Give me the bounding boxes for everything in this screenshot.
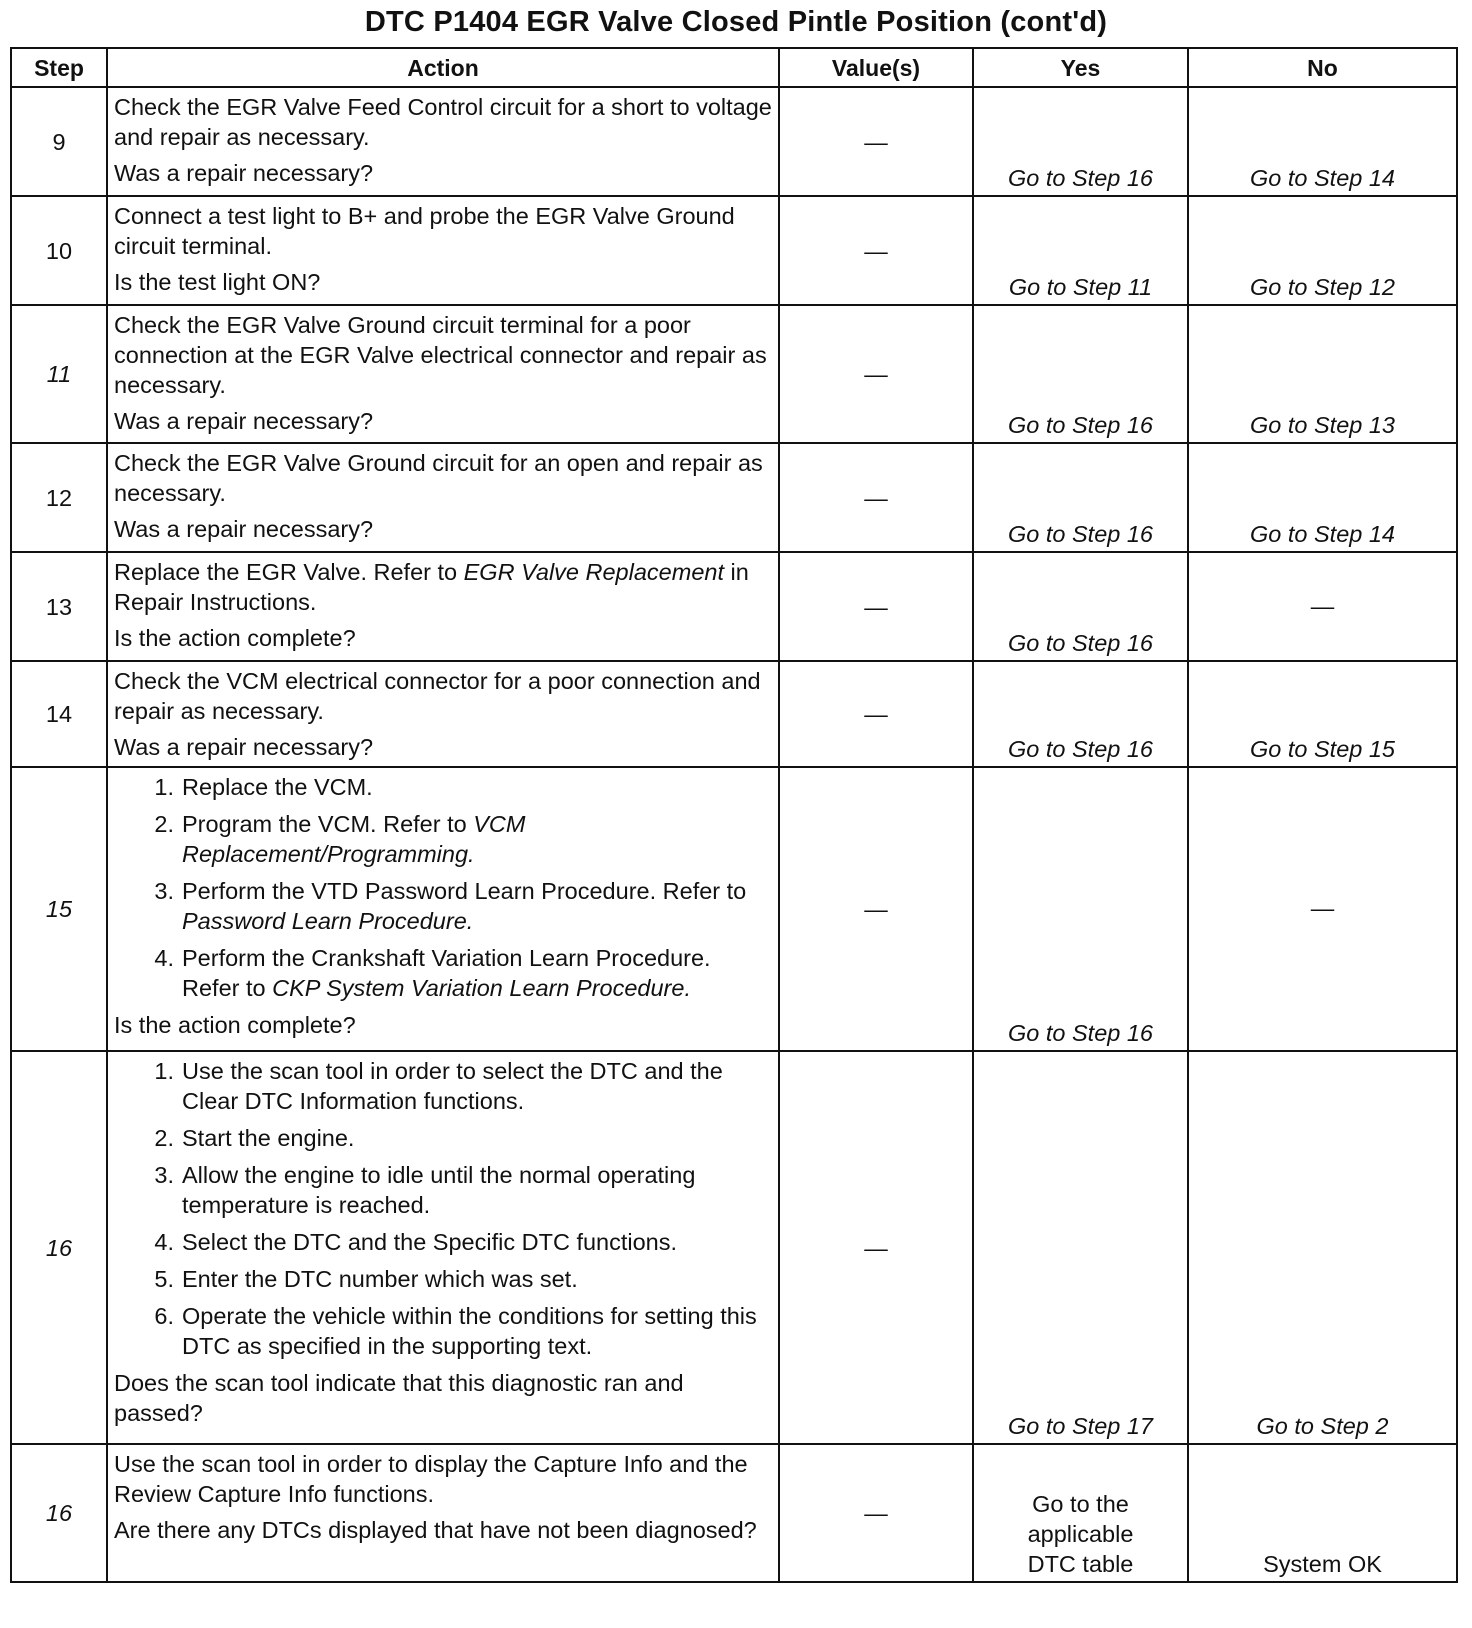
yes-line: applicable: [1027, 1521, 1134, 1547]
list-item-reference: CKP System Variation Learn Procedure.: [272, 975, 691, 1001]
list-item: [154, 1160, 772, 1220]
yes-cell: Go to Step 16: [973, 552, 1188, 661]
value-cell: —: [779, 661, 973, 767]
list-item-number: 3.: [154, 1162, 174, 1188]
list-item-number: 5.: [154, 1266, 174, 1292]
table-row: [11, 552, 1457, 661]
list-item-text: Use the scan tool in order to select the DTC and the Clear DTC Information functions.: [182, 1058, 723, 1114]
value-cell: —: [779, 767, 973, 1051]
action-question: Was a repair necessary?: [114, 734, 374, 760]
value-cell: —: [779, 1444, 973, 1582]
yes-cell: Go to Step 16: [973, 443, 1188, 552]
no-cell: Go to Step 14: [1188, 87, 1457, 196]
list-item-number: 6.: [154, 1303, 174, 1329]
no-cell: Go to Step 12: [1188, 196, 1457, 305]
table-row: [11, 305, 1457, 443]
action-question: Was a repair necessary?: [114, 408, 374, 434]
list-item-reference: Password Learn Procedure.: [182, 908, 474, 934]
col-header-action: Action: [107, 48, 779, 87]
list-item-number: 1.: [154, 774, 174, 800]
action-reference: EGR Valve Replacement: [463, 559, 724, 585]
action-cell: [107, 661, 779, 767]
table-row: [11, 661, 1457, 767]
step-number: 10: [11, 196, 107, 305]
step-number: 15: [11, 767, 107, 1051]
action-question: Is the test light ON?: [114, 269, 321, 295]
no-cell: Go to Step 14: [1188, 443, 1457, 552]
col-header-no: No: [1188, 48, 1457, 87]
list-item-number: 2.: [154, 811, 174, 837]
list-item-text: Perform the Crankshaft Variation Learn Procedure. Refer to: [182, 945, 711, 1001]
action-text: [114, 557, 772, 617]
yes-line: Go to the: [1032, 1491, 1129, 1517]
action-text: Check the VCM electrical connector for a poor connection and repair as necessary.: [114, 668, 761, 724]
yes-cell: Go to Step 16: [973, 87, 1188, 196]
list-item: [154, 1264, 772, 1294]
action-text: Connect a test light to B+ and probe the EGR Valve Ground circuit terminal.: [114, 203, 735, 259]
action-cell: [107, 767, 779, 1051]
table-row: [11, 1444, 1457, 1582]
action-text-suffix: in Repair Instructions.: [114, 559, 749, 615]
value-cell: —: [779, 552, 973, 661]
list-item: [154, 876, 772, 936]
action-question: Is the action complete?: [114, 1012, 356, 1038]
table-row: [11, 443, 1457, 552]
list-item-text: Start the engine.: [182, 1125, 355, 1151]
action-question: Does the scan tool indicate that this diagnostic ran and passed?: [114, 1370, 684, 1426]
list-item-text: Allow the engine to idle until the normal operating temperature is reached.: [182, 1162, 696, 1218]
list-item-number: 1.: [154, 1058, 174, 1084]
list-item-text: Enter the DTC number which was set.: [182, 1266, 578, 1292]
table-row: [11, 767, 1457, 1051]
action-text: Check the EGR Valve Feed Control circuit for a short to voltage and repair as necessary.: [114, 94, 772, 150]
list-item: [154, 1227, 772, 1257]
no-cell: Go to Step 2: [1188, 1051, 1457, 1444]
action-cell: [107, 1444, 779, 1582]
step-number: 12: [11, 443, 107, 552]
action-question: Are there any DTCs displayed that have not been diagnosed?: [114, 1517, 757, 1543]
list-item-text: Perform the VTD Password Learn Procedure. Refer to: [182, 878, 747, 904]
action-text: Check the EGR Valve Ground circuit terminal for a poor connection at the EGR Valve electrical connector and repair as necessary.: [114, 312, 767, 398]
table-row: [11, 87, 1457, 196]
yes-cell: Go to Step 11: [973, 196, 1188, 305]
col-header-yes: Yes: [973, 48, 1188, 87]
action-question: Was a repair necessary?: [114, 160, 374, 186]
value-cell: —: [779, 305, 973, 443]
action-text-prefix: Replace the EGR Valve. Refer to: [114, 559, 464, 585]
step-number: 16: [11, 1444, 107, 1582]
table-row: [11, 1051, 1457, 1444]
numbered-steps: [114, 772, 772, 1003]
action-cell: [107, 87, 779, 196]
list-item-text: Operate the vehicle within the conditions for setting this DTC as specified in the supporting text.: [182, 1303, 757, 1359]
yes-cell: Go to Step 16: [973, 661, 1188, 767]
action-cell: [107, 443, 779, 552]
action-question: Was a repair necessary?: [114, 516, 374, 542]
numbered-steps: [114, 1056, 772, 1361]
step-number: 11: [11, 305, 107, 443]
action-cell: [107, 552, 779, 661]
step-number: 16: [11, 1051, 107, 1444]
step-number: 13: [11, 552, 107, 661]
yes-cell: Go to Step 16: [973, 305, 1188, 443]
no-cell: —: [1188, 767, 1457, 1051]
list-item: [154, 1301, 772, 1361]
list-item-number: 4.: [154, 945, 174, 971]
no-cell: System OK: [1188, 1444, 1457, 1582]
table-row: [11, 196, 1457, 305]
list-item-number: 3.: [154, 878, 174, 904]
action-cell: [107, 305, 779, 443]
list-item-reference: VCM Replacement/Programming.: [182, 811, 526, 867]
list-item-text: Replace the VCM.: [182, 774, 373, 800]
list-item: [154, 1056, 772, 1116]
value-cell: —: [779, 196, 973, 305]
list-item: [154, 1123, 772, 1153]
diagnostic-table: [10, 47, 1458, 1583]
col-header-values: Value(s): [779, 48, 973, 87]
action-cell: [107, 1051, 779, 1444]
list-item: [154, 943, 772, 1003]
action-cell: [107, 196, 779, 305]
header-row: [11, 48, 1457, 87]
list-item: [154, 809, 772, 869]
action-question: Is the action complete?: [114, 625, 356, 651]
page-title: DTC P1404 EGR Valve Closed Pintle Position (cont'd): [364, 6, 1108, 38]
action-text: Check the EGR Valve Ground circuit for an open and repair as necessary.: [114, 450, 763, 506]
value-cell: —: [779, 443, 973, 552]
yes-cell: [973, 1444, 1188, 1582]
list-item-number: 2.: [154, 1125, 174, 1151]
step-number: 9: [11, 87, 107, 196]
col-header-step: Step: [11, 48, 107, 87]
yes-cell: Go to Step 17: [973, 1051, 1188, 1444]
no-cell: Go to Step 15: [1188, 661, 1457, 767]
value-cell: —: [779, 87, 973, 196]
yes-cell: Go to Step 16: [973, 767, 1188, 1051]
yes-line: DTC table: [1027, 1551, 1134, 1577]
action-text: Use the scan tool in order to display the Capture Info and the Review Capture Info functions.: [114, 1451, 748, 1507]
list-item-text: Select the DTC and the Specific DTC functions.: [182, 1229, 678, 1255]
value-cell: —: [779, 1051, 973, 1444]
no-cell: Go to Step 13: [1188, 305, 1457, 443]
list-item: [154, 772, 772, 802]
step-number: 14: [11, 661, 107, 767]
no-cell: —: [1188, 552, 1457, 661]
list-item-number: 4.: [154, 1229, 174, 1255]
list-item-text: Program the VCM. Refer to: [182, 811, 474, 837]
